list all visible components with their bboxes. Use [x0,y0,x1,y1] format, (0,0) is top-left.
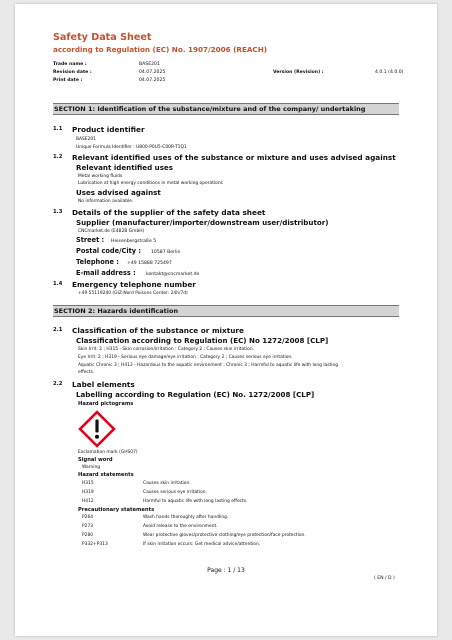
section-2-title: SECTION 2: Hazards identification [54,307,179,315]
section-1-header [53,103,399,115]
classification-heading: Classification according to Regulation (EC) No 1272/2008 [CLP] [76,336,329,345]
section-1-title: SECTION 1: Identification of the substance/mixture and of the company/ undertaking [54,105,366,113]
street-value: Heisenbergstraße 5 [111,239,157,244]
section-2-header [53,305,399,317]
revision-date-value: 04.07.2025 [139,70,166,75]
postal-value: 10587 Berlin [151,250,181,255]
hazard-code: H315 [82,481,94,486]
precaution-text: Avoid release to the environment. [143,524,218,529]
uses-advised-text: No information available. [78,199,134,204]
classification-3-cont: effects. [78,370,95,375]
s1-4-number: 1.4 [53,281,63,287]
supplier-heading: Supplier (manufacturer/importer/downstream user/distributor) [76,218,329,227]
ufi-text: Unique Formula Identifier : U800-P0U5-C00R-T1Q1 [76,145,187,150]
s1-3-heading: Details of the supplier of the safety data sheet [72,208,266,217]
precaution-text: Wear protective gloves/protective clothing/eye protection/face protection. [143,533,306,538]
signal-word-heading: Signal word [78,457,113,463]
s1-1-number: 1.1 [53,126,63,132]
classification-1: Skin Irrit. 2 ; H315 - Skin corrosion/irritation : Category 2 ; Causes skin irritation. [78,347,255,352]
labelling-heading: Labelling according to Regulation (EC) No. 1272/2008 [CLP] [76,390,315,399]
precaution-text: Wash hands thoroughly after handling. [143,515,229,520]
hazard-text: Harmful to aquatic life with long lasting effects. [143,499,248,504]
use-1: Metal working fluids [78,174,123,179]
revision-date-label: Revision date : [53,70,92,75]
precaution-code: P332+P313 [82,542,108,547]
version-value: 4.0.1 (4.0.0) [375,70,404,75]
hazard-statements-heading: Hazard statements [78,472,134,478]
precaution-code: P280 [82,533,94,538]
print-date-value: 04.07.2025 [139,78,166,83]
trade-name-value: BASE201 [139,62,160,67]
s1-2-heading: Relevant identified uses of the substance or mixture and uses advised against [72,153,396,162]
pictograms-heading: Hazard pictograms [78,401,134,407]
email-label: E-mail address : [76,269,136,277]
classification-3: Aquatic Chronic 3 ; H412 - Hazardous to the aquatic environment : Chronic 3 ; Harmful to aquatic life with long lasting [78,363,339,368]
s2-2-number: 2.2 [53,381,63,387]
document-subtitle: according to Regulation (EC) No. 1907/2006 (REACH) [53,45,267,54]
uses-advised-heading: Uses advised against [76,188,161,197]
hazard-text: Causes serious eye irritation. [143,490,207,495]
precaution-code: P273 [82,524,94,529]
precautionary-heading: Precautionary statements [78,507,155,513]
classification-2: Eye Irrit. 2 ; H319 - Serious eye damage/eye irritation : Category 2 ; Causes serious eye irritation. [78,355,293,360]
s1-3-number: 1.3 [53,209,63,215]
email-value: kontakt@cncmarket.de [146,272,200,277]
product-name: BASE201 [76,137,96,142]
telephone-label: Telephone : [76,258,119,266]
s1-1-heading: Product identifier [72,125,145,134]
s2-1-heading: Classification of the substance or mixture [72,326,244,335]
hazard-text: Causes skin irritation. [143,481,191,486]
trade-name-label: Trade name : [53,62,87,67]
use-2: Lubrication at high energy conditions in metal working operations [78,181,223,186]
emergency-number: +49 55119240 (GIZ-Nord Poisons Center: 24h/7d) [78,291,188,296]
pictogram-caption: Exclamation mark (GHS07) [78,450,138,455]
postal-label: Postal code/City : [76,247,141,255]
supplier-name: CNCmarket.de (E4B2B GmbH) [78,229,145,234]
s2-1-number: 2.1 [53,327,63,333]
hazard-code: H319 [82,490,94,495]
identified-uses-heading: Relevant identified uses [76,163,173,172]
signal-word: Warning [82,465,101,470]
s2-2-heading: Label elements [72,380,135,389]
street-label: Street : [76,236,105,244]
s1-4-heading: Emergency telephone number [72,280,196,289]
document-title: Safety Data Sheet [53,32,152,43]
precaution-text: If skin irritation occurs: Get medical advice/attention. [143,542,261,547]
precaution-code: P264 [82,515,94,520]
s1-2-number: 1.2 [53,154,63,160]
hazard-code: H412 [82,499,94,504]
language-code: ( EN / D ) [374,576,395,581]
page-number: Page : 1 / 13 [207,567,245,574]
version-label: Version (Revision) : [273,70,324,75]
document-page [15,4,437,636]
telephone-value: +49 15888 725497 [127,261,172,266]
exclamation-mark-pictogram-icon [77,409,117,449]
print-date-label: Print date : [53,78,83,83]
